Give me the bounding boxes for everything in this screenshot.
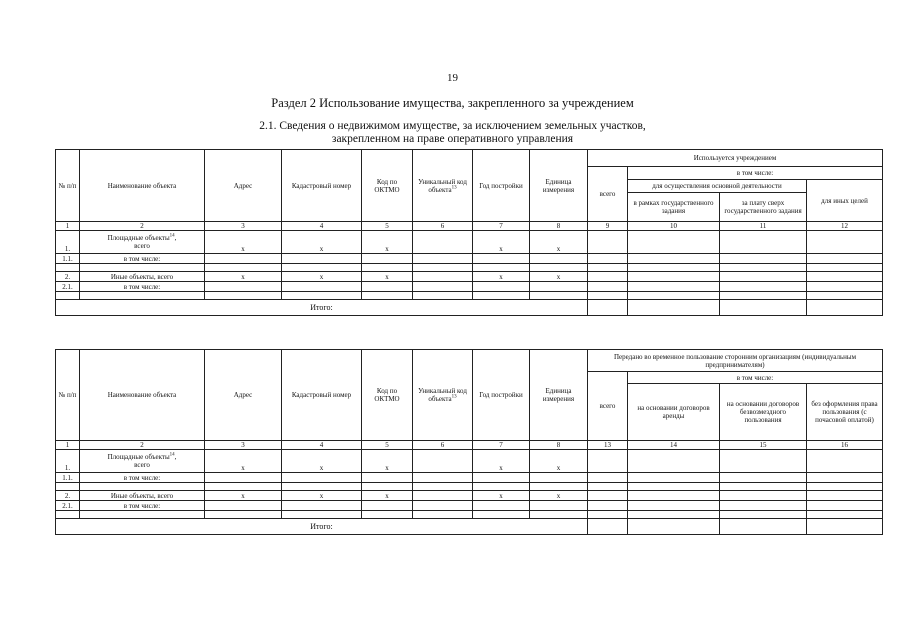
cell-x: x — [473, 231, 530, 254]
cell-empty — [205, 511, 282, 519]
row-name: в том числе: — [80, 473, 205, 483]
table-row — [56, 254, 883, 264]
col-number: 8 — [530, 222, 588, 231]
header-num: № п/п — [56, 350, 80, 441]
row-name: Иные объекты, всего — [80, 491, 205, 501]
cell-empty — [807, 254, 883, 264]
header-other-purposes: для иных целей — [807, 180, 883, 222]
cell-x: x — [205, 272, 282, 282]
row-name: Площадные объекты$^{14}$, всего — [80, 231, 205, 254]
cell-empty — [205, 282, 282, 292]
subtitle — [0, 120, 905, 146]
cell-empty — [807, 501, 883, 511]
cell-empty — [413, 254, 473, 264]
cell-x: x — [282, 491, 362, 501]
cell-empty — [588, 264, 628, 272]
table-row — [56, 231, 883, 254]
header-including: в том числе: — [628, 372, 883, 384]
col-number: 6 — [413, 222, 473, 231]
table-row — [56, 264, 883, 272]
cell-empty — [588, 511, 628, 519]
header-total: всего — [588, 167, 628, 222]
row-num: 2.1. — [56, 282, 80, 292]
cell-empty — [282, 483, 362, 491]
cell-empty — [720, 519, 807, 535]
column-numbers-row — [56, 441, 883, 450]
col-number: 4 — [282, 441, 362, 450]
cell-empty — [628, 473, 720, 483]
cell-empty — [807, 473, 883, 483]
cell-x: x — [530, 272, 588, 282]
header-oktmo: Код по ОКТМО — [362, 150, 413, 222]
cell-empty — [413, 491, 473, 501]
col-number: 6 — [413, 441, 473, 450]
total-row — [56, 519, 883, 535]
cell-empty — [628, 450, 720, 473]
cell-empty — [282, 254, 362, 264]
cell-empty — [628, 264, 720, 272]
table-row — [56, 483, 883, 491]
footnote-14: 14 — [169, 233, 175, 239]
cell-empty — [282, 473, 362, 483]
cell-empty — [807, 231, 883, 254]
cell-empty — [473, 483, 530, 491]
cell-empty — [628, 254, 720, 264]
cell-empty — [588, 231, 628, 254]
cell-empty — [413, 231, 473, 254]
cell-empty — [588, 491, 628, 501]
cell-empty — [720, 282, 807, 292]
cell-empty — [362, 501, 413, 511]
column-numbers-row — [56, 222, 883, 231]
page-number: 19 — [447, 72, 458, 84]
header-cadastral: Кадастровый номер — [282, 150, 362, 222]
total-row — [56, 300, 883, 316]
cell-empty — [362, 254, 413, 264]
row-num: 1. — [56, 231, 80, 254]
cell-empty — [720, 264, 807, 272]
row-name: Площадные объекты$^{14}$, всего — [80, 450, 205, 473]
col-number: 9 — [588, 222, 628, 231]
cell-empty — [473, 254, 530, 264]
header-year: Год постройки — [473, 350, 530, 441]
header-unique-code-text: Уникальный код объекта — [418, 177, 467, 194]
col-number: 15 — [720, 441, 807, 450]
cell-empty — [413, 511, 473, 519]
cell-empty — [720, 292, 807, 300]
header-free-use: на основании договоров безвозмездного пользования — [720, 384, 807, 441]
col-number: 5 — [362, 222, 413, 231]
col-number: 4 — [282, 222, 362, 231]
header-unique-code — [413, 150, 473, 222]
cell-x: x — [530, 491, 588, 501]
cell-empty — [807, 264, 883, 272]
header-address: Адрес — [205, 150, 282, 222]
table-row — [56, 282, 883, 292]
cell-empty — [473, 282, 530, 292]
header-unique-code — [413, 350, 473, 441]
header-address: Адрес — [205, 350, 282, 441]
cell-empty — [720, 491, 807, 501]
cell-empty — [80, 292, 205, 300]
cell-empty — [720, 231, 807, 254]
row-name: в том числе: — [80, 254, 205, 264]
cell-empty — [530, 264, 588, 272]
cell-empty — [807, 491, 883, 501]
cell-empty — [720, 483, 807, 491]
cell-empty — [720, 254, 807, 264]
col-number: 7 — [473, 222, 530, 231]
total-label: Итого: — [56, 300, 588, 316]
header-transferred: Передано во временное пользование сторонним организациям (индивидуальным предпринимателям) — [588, 350, 883, 372]
header-without-formal: без оформления права пользования (с почасовой оплатой) — [807, 384, 883, 441]
cell-empty — [588, 282, 628, 292]
col-number: 5 — [362, 441, 413, 450]
cell-empty — [205, 292, 282, 300]
cell-empty — [628, 300, 720, 316]
cell-empty — [807, 519, 883, 535]
header-used-by-institution: Используется учреждением — [588, 150, 883, 167]
cell-empty — [80, 511, 205, 519]
row-num: 1.1. — [56, 254, 80, 264]
cell-empty — [413, 473, 473, 483]
cell-x: x — [530, 231, 588, 254]
footnote-14: 14 — [169, 452, 175, 458]
subtitle-line-1: 2.1. Сведения о недвижимом имуществе, за исключением земельных участков, — [259, 120, 646, 132]
cell-empty — [807, 450, 883, 473]
cell-empty — [720, 501, 807, 511]
header-unit: Единица измерения — [530, 150, 588, 222]
cell-x: x — [282, 450, 362, 473]
cell-empty — [413, 282, 473, 292]
cell-empty — [282, 264, 362, 272]
table-row — [56, 292, 883, 300]
table-row — [56, 501, 883, 511]
cell-empty — [628, 292, 720, 300]
cell-empty — [530, 473, 588, 483]
cell-x: x — [362, 231, 413, 254]
cell-empty — [413, 264, 473, 272]
table-row — [56, 491, 883, 501]
cell-empty — [362, 473, 413, 483]
cell-empty — [282, 501, 362, 511]
cell-empty — [56, 511, 80, 519]
cell-empty — [362, 264, 413, 272]
header-oktmo: Код по ОКТМО — [362, 350, 413, 441]
cell-empty — [530, 511, 588, 519]
col-number: 1 — [56, 222, 80, 231]
property-transferred-table — [55, 349, 883, 535]
header-unit: Единица измерения — [530, 350, 588, 441]
area-objects-text: Площадные объекты — [107, 234, 170, 242]
cell-empty — [282, 282, 362, 292]
cell-empty — [628, 483, 720, 491]
cell-x: x — [362, 272, 413, 282]
cell-empty — [807, 292, 883, 300]
area-objects-text: Площадные объекты — [107, 453, 170, 461]
cell-x: x — [282, 231, 362, 254]
footnote-13: 13 — [451, 185, 457, 191]
header-name: Наименование объекта — [80, 350, 205, 441]
cell-empty — [56, 483, 80, 491]
cell-x: x — [205, 231, 282, 254]
col-number: 2 — [80, 441, 205, 450]
cell-empty — [205, 473, 282, 483]
area-total-text: всего — [134, 461, 150, 469]
cell-empty — [588, 450, 628, 473]
header-unique-code-text: Уникальный код объекта — [418, 387, 467, 403]
cell-x: x — [473, 450, 530, 473]
cell-x: x — [362, 491, 413, 501]
table-row — [56, 511, 883, 519]
col-number: 7 — [473, 441, 530, 450]
cell-x: x — [530, 450, 588, 473]
cell-empty — [413, 501, 473, 511]
header-main-activity: для осуществления основной деятельности — [628, 180, 807, 193]
table-row — [56, 473, 883, 483]
cell-empty — [413, 272, 473, 282]
cell-empty — [807, 483, 883, 491]
header-including: в том числе: — [628, 167, 883, 180]
row-num: 2.1. — [56, 501, 80, 511]
col-number: 10 — [628, 222, 720, 231]
cell-empty — [282, 511, 362, 519]
table-row — [56, 272, 883, 282]
cell-empty — [720, 300, 807, 316]
cell-empty — [628, 511, 720, 519]
cell-empty — [588, 501, 628, 511]
cell-empty — [628, 491, 720, 501]
cell-empty — [205, 264, 282, 272]
cell-empty — [628, 282, 720, 292]
property-used-table — [55, 149, 883, 316]
cell-empty — [588, 292, 628, 300]
area-total-text: всего — [134, 242, 150, 250]
header-year: Год постройки — [473, 150, 530, 222]
cell-empty — [282, 292, 362, 300]
cell-empty — [588, 473, 628, 483]
header-total: всего — [588, 372, 628, 441]
cell-empty — [473, 511, 530, 519]
cell-empty — [720, 511, 807, 519]
cell-empty — [588, 300, 628, 316]
col-number: 3 — [205, 441, 282, 450]
col-number: 8 — [530, 441, 588, 450]
row-num: 1. — [56, 450, 80, 473]
cell-empty — [362, 282, 413, 292]
cell-empty — [720, 272, 807, 282]
cell-empty — [720, 450, 807, 473]
cell-empty — [80, 264, 205, 272]
cell-empty — [628, 272, 720, 282]
subtitle-line-2: закрепленном на праве оперативного управления — [331, 133, 574, 145]
cell-empty — [588, 519, 628, 535]
cell-empty — [807, 272, 883, 282]
cell-empty — [807, 511, 883, 519]
cell-empty — [80, 483, 205, 491]
cell-x: x — [282, 272, 362, 282]
cell-empty — [530, 501, 588, 511]
cell-empty — [205, 483, 282, 491]
cell-empty — [362, 292, 413, 300]
cell-empty — [628, 231, 720, 254]
header-lease: на основании договоров аренды — [628, 384, 720, 441]
cell-empty — [807, 300, 883, 316]
cell-empty — [413, 292, 473, 300]
cell-x: x — [362, 450, 413, 473]
cell-empty — [530, 292, 588, 300]
cell-x: x — [473, 491, 530, 501]
cell-empty — [473, 473, 530, 483]
col-number: 16 — [807, 441, 883, 450]
total-label: Итого: — [56, 519, 588, 535]
cell-empty — [530, 254, 588, 264]
cell-empty — [362, 511, 413, 519]
cell-x: x — [473, 272, 530, 282]
cell-empty — [205, 501, 282, 511]
col-number: 1 — [56, 441, 80, 450]
row-num: 2. — [56, 272, 80, 282]
cell-empty — [530, 483, 588, 491]
cell-empty — [473, 264, 530, 272]
cell-empty — [628, 501, 720, 511]
footnote-13: 13 — [451, 394, 457, 400]
cell-empty — [530, 282, 588, 292]
cell-empty — [56, 264, 80, 272]
cell-x: x — [205, 450, 282, 473]
col-number: 13 — [588, 441, 628, 450]
header-state-task: в рамках государственного задания — [628, 193, 720, 222]
cell-empty — [473, 292, 530, 300]
cell-empty — [628, 519, 720, 535]
cell-empty — [720, 473, 807, 483]
cell-empty — [473, 501, 530, 511]
table-row — [56, 450, 883, 473]
row-num: 2. — [56, 491, 80, 501]
col-number: 12 — [807, 222, 883, 231]
cell-empty — [588, 483, 628, 491]
col-number: 3 — [205, 222, 282, 231]
cell-x: x — [205, 491, 282, 501]
col-number: 2 — [80, 222, 205, 231]
row-name: Иные объекты, всего — [80, 272, 205, 282]
cell-empty — [588, 272, 628, 282]
cell-empty — [362, 483, 413, 491]
cell-empty — [205, 254, 282, 264]
header-name: Наименование объекта — [80, 150, 205, 222]
cell-empty — [56, 292, 80, 300]
cell-empty — [413, 450, 473, 473]
section-title: Раздел 2 Использование имущества, закрепленного за учреждением — [271, 96, 634, 110]
header-paid-over: за плату сверх государственного задания — [720, 193, 807, 222]
col-number: 14 — [628, 441, 720, 450]
cell-empty — [413, 483, 473, 491]
col-number: 11 — [720, 222, 807, 231]
cell-empty — [588, 254, 628, 264]
cell-empty — [807, 282, 883, 292]
row-name: в том числе: — [80, 282, 205, 292]
row-num: 1.1. — [56, 473, 80, 483]
row-name: в том числе: — [80, 501, 205, 511]
header-cadastral: Кадастровый номер — [282, 350, 362, 441]
header-num: № п/п — [56, 150, 80, 222]
